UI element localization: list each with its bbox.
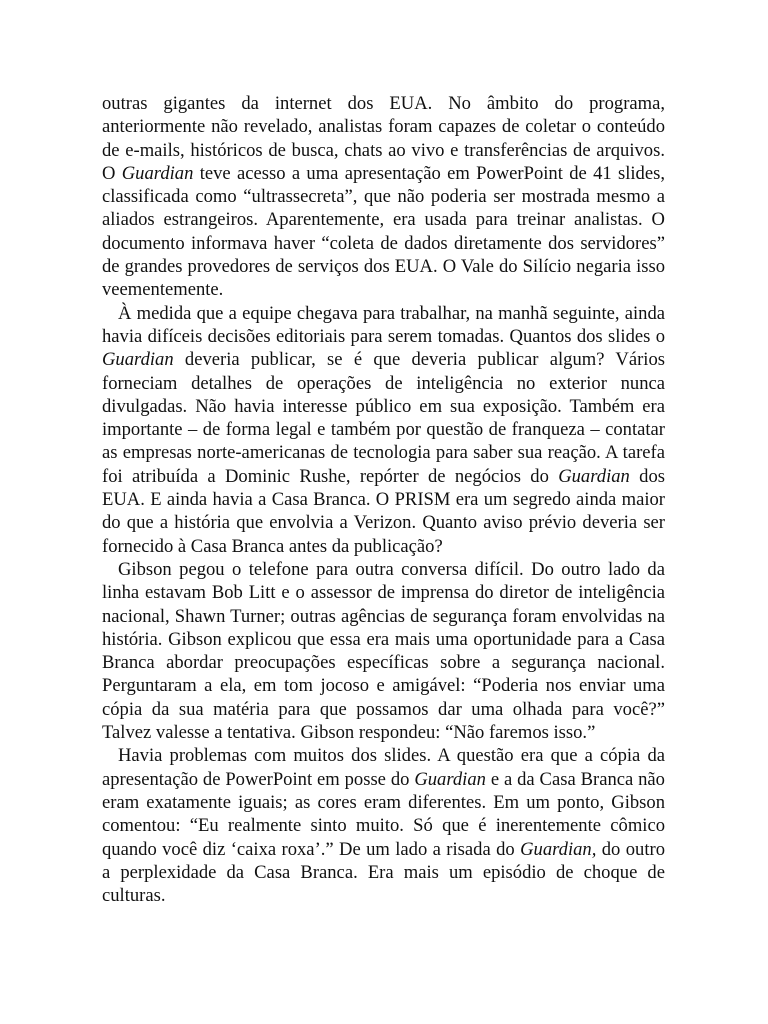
paragraph-2: [102, 302, 665, 558]
paragraph-2-text: deveria publicar, se é que deveria publicar algum? Vários forneciam detalhes de operações de inteligência no exterior nunca divulgadas. Não havia interesse público em sua exposição. Também era importante – de forma legal e também por questão de franqueza – contatar as empresas norte-americanas de tecnologia para saber sua reação. A tarefa foi atribuída a Dominic Rushe, repórter de negócios do: [102, 349, 665, 487]
paragraph-2-text: dos EUA. E ainda havia a Casa Branca. O PRISM era um segredo ainda maior do que a história que envolvia a Verizon. Quanto aviso prévio deveria ser fornecido à Casa Branca antes da publicação?: [102, 465, 665, 557]
newspaper-name: Guardian: [121, 162, 194, 184]
paragraph-4-text: e a da Casa Branca não eram exatamente iguais; as cores eram diferentes. Em um ponto, Gibson comentou: “Eu realmente sinto muito. Só que é inerentemente cômico quando você diz ‘caixa roxa’.” De um lado a risada do: [102, 768, 665, 860]
paragraph-2-text: À medida que a equipe chegava para trabalhar, na manhã seguinte, ainda havia difíceis decisões editoriais para serem tomadas. Quantos dos slides o: [102, 302, 665, 347]
paragraph-3-text: Gibson pegou o telefone para outra conversa difícil. Do outro lado da linha estavam Bob Litt e o assessor de imprensa do diretor de inteligência nacional, Shawn Turner; outras agências de segurança foram envolvidas na história. Gibson explicou que essa era mais uma oportunidade para a Casa Branca abordar preocupações específicas sobre a segurança nacional. Perguntaram a ela, em tom jocoso e amigável: “Poderia nos enviar uma cópia da sua matéria para que possamos dar uma olhada para você?” Talvez valesse a tentativa. Gibson respondeu: “Não faremos isso.”: [102, 558, 665, 744]
newspaper-name: Guardian: [414, 768, 486, 790]
paragraph-1-text: outras gigantes da internet dos EUA. No âmbito do programa, anteriormente não revelado, analistas foram capazes de coletar o conteúdo de e-mails, históricos de busca, chats ao vivo e transferências de arquivos. O: [102, 93, 665, 184]
book-page-body: [102, 92, 665, 907]
newspaper-name: Guardian,: [520, 838, 597, 860]
paragraph-1: [102, 92, 665, 302]
newspaper-name: Guardian: [558, 465, 630, 487]
paragraph-4: [102, 744, 665, 907]
paragraph-4-text: Havia problemas com muitos dos slides. A questão era que a cópia da apresentação de PowerPoint em posse do: [102, 745, 665, 790]
paragraph-4-text: do outro a perplexidade da Casa Branca. Era mais um episódio de choque de culturas.: [102, 838, 665, 907]
paragraph-3: [102, 558, 665, 744]
paragraph-1-text: teve acesso a uma apresentação em PowerPoint de 41 slides, classificada como “ultrassecreta”, que não poderia ser mostrada mesmo a aliados estrangeiros. Aparentemente, era usada para treinar analistas. O documento informava haver “coleta de dados diretamente dos servidores” de grandes provedores de serviços dos EUA. O Vale do Silício negaria isso veementemente.: [102, 162, 665, 301]
newspaper-name: Guardian: [102, 349, 174, 371]
